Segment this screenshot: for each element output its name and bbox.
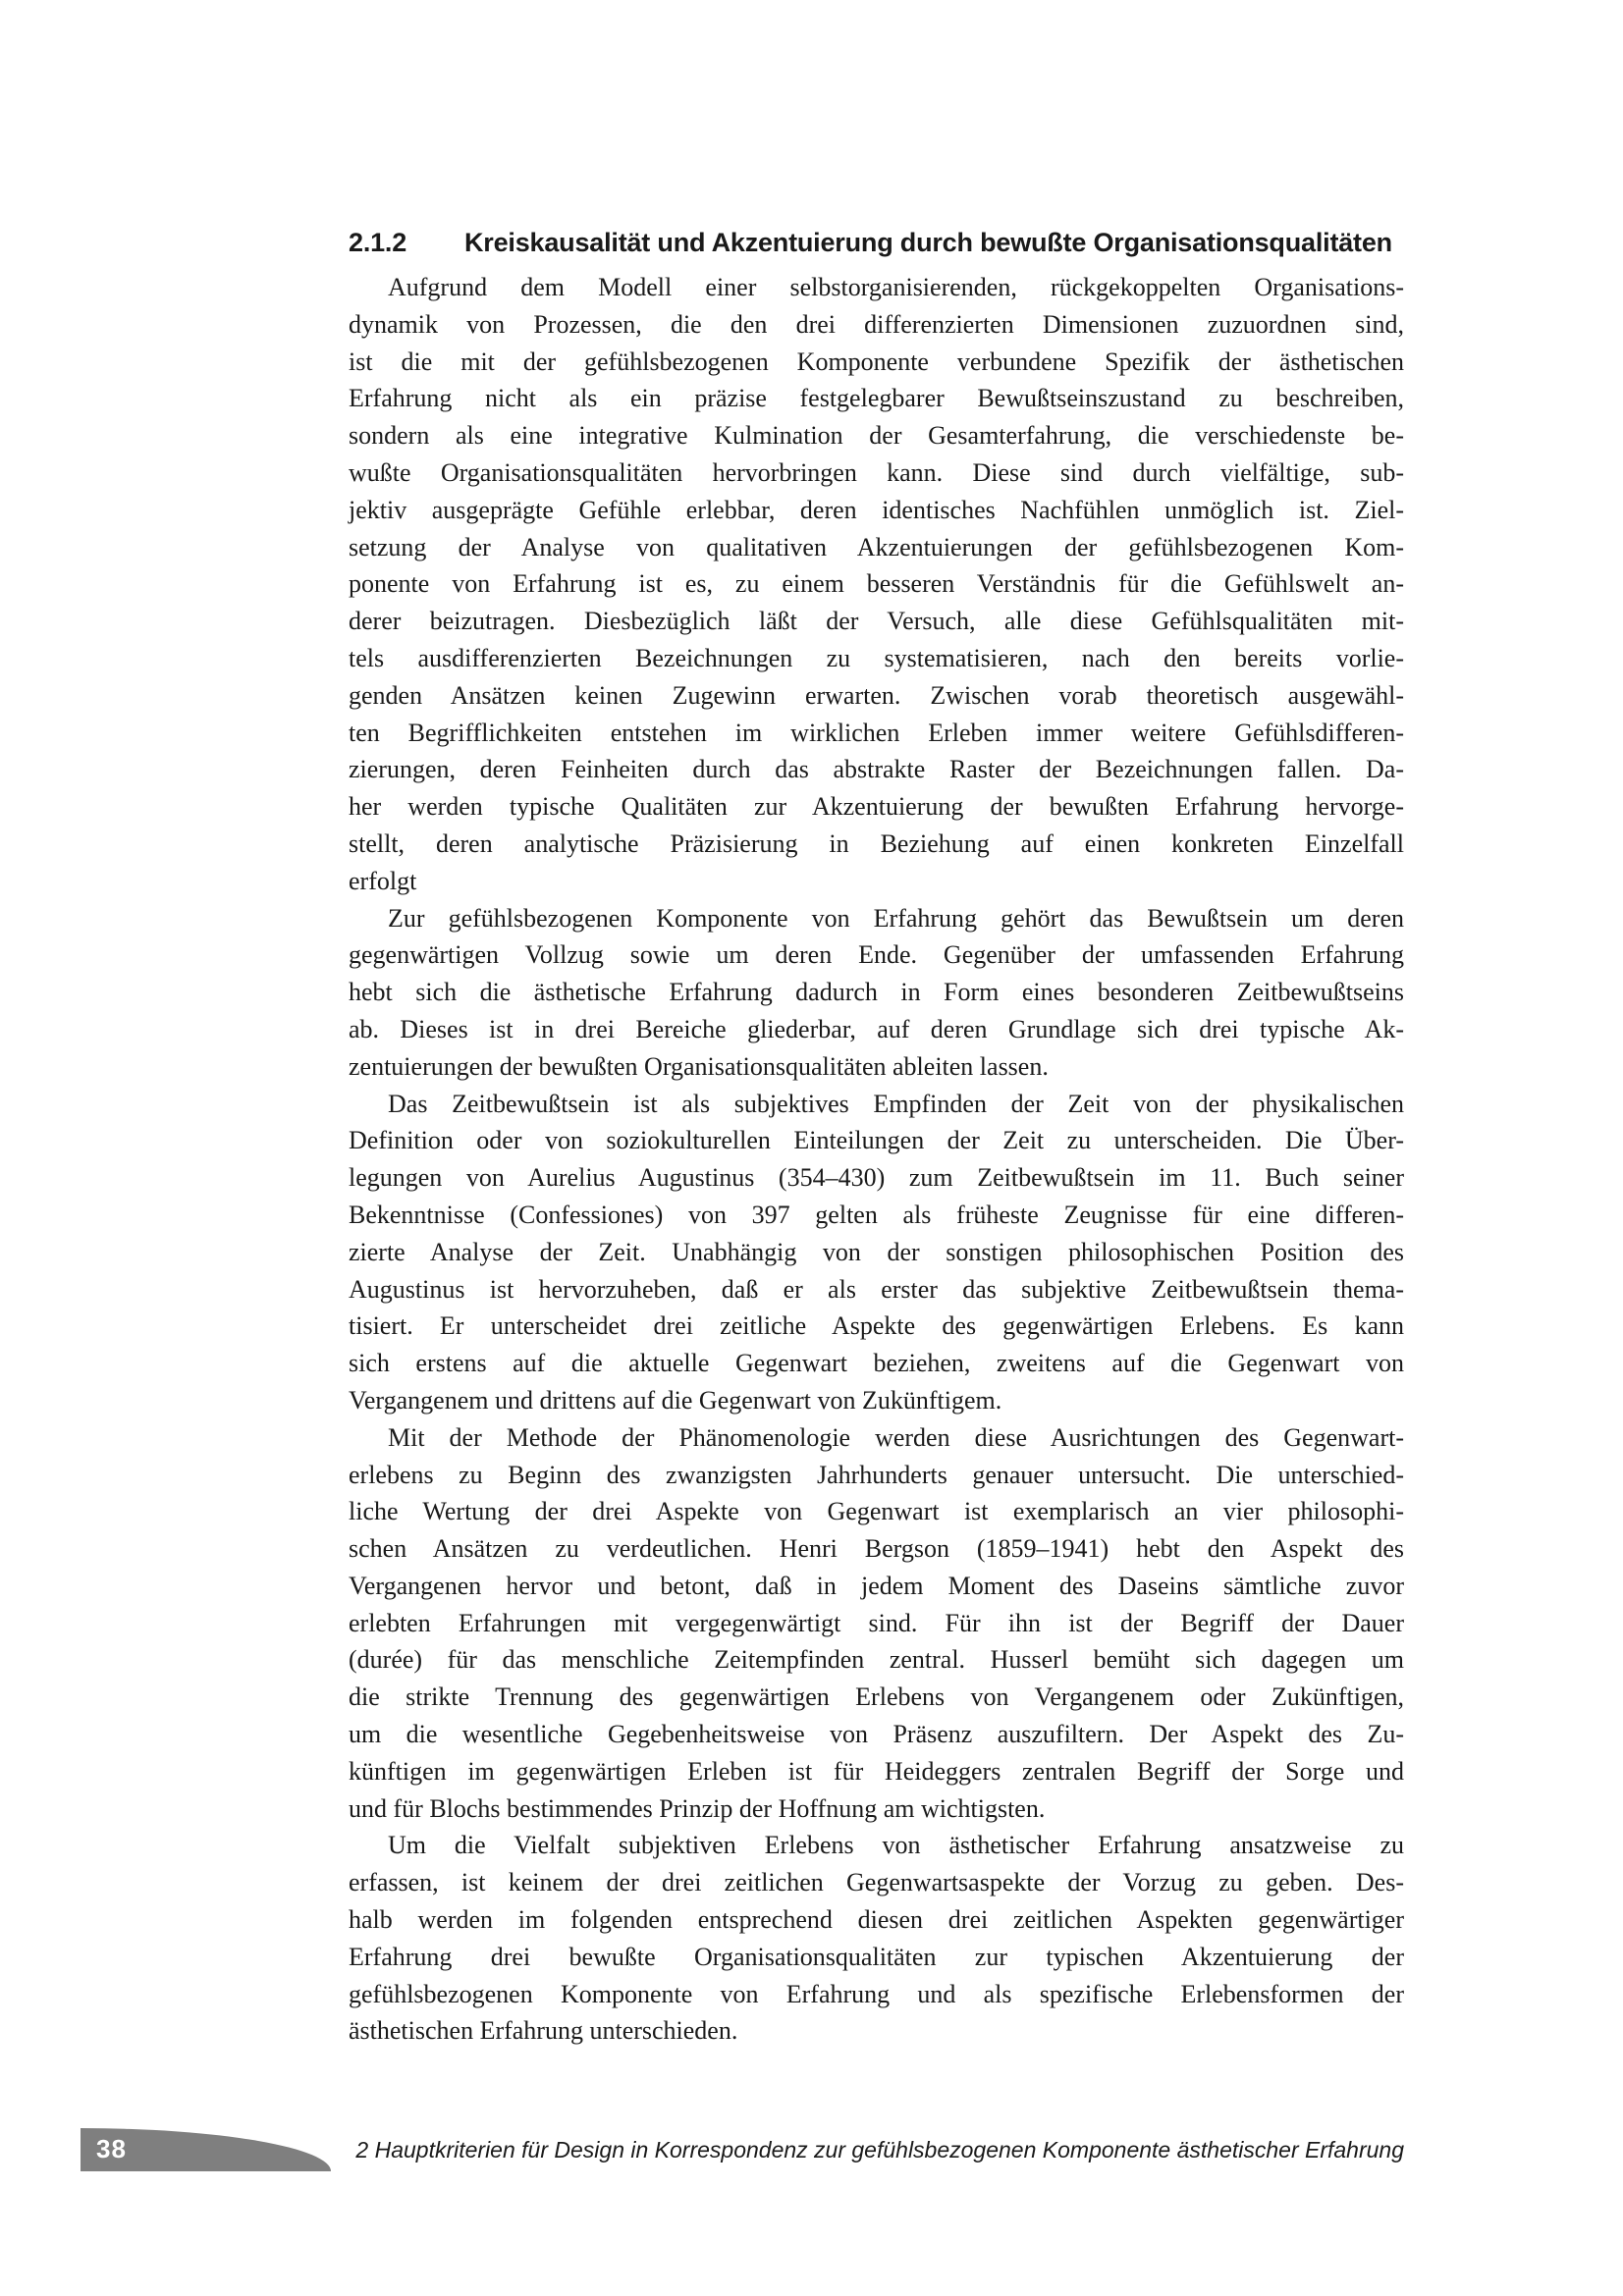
text-line: setzung der Analyse von qualitativen Akzentuierungen der gefühlsbezogenen Kom- xyxy=(349,532,1404,561)
text-line: die strikte Trennung des gegenwärtigen Erlebens von Vergangenem oder Zukünftigen, xyxy=(349,1682,1404,1712)
text-line: sich erstens auf die aktuelle Gegenwart beziehen, zweitens auf die Gegenwart von xyxy=(349,1349,1404,1378)
text-line: ab. Dieses ist in drei Bereiche gliederbar, auf deren Grundlage sich drei typische Ak- xyxy=(349,1014,1404,1043)
text-line: sondern als eine integrative Kulmination der Gesamterfahrung, die verschiedenste be- xyxy=(349,421,1404,451)
text-line: liche Wertung der drei Aspekte von Gegenwart ist exemplarisch an vier philosophi- xyxy=(349,1497,1404,1526)
text-line: erlebten Erfahrungen mit vergegenwärtigt sind. Für ihn ist der Begriff der Dauer xyxy=(349,1608,1404,1637)
text-line: her werden typische Qualitäten zur Akzentuierung der bewußten Erfahrung hervorge- xyxy=(349,792,1404,822)
text-line: Aufgrund dem Modell einer selbstorganisierenden, rückgekoppelten Organisations- xyxy=(388,273,1404,301)
paragraph xyxy=(349,1086,1404,1419)
text-line: zierungen, deren Feinheiten durch das abstrakte Raster der Bezeichnungen fallen. Da- xyxy=(349,755,1404,784)
text-line: erfassen, ist keinem der drei zeitlichen Gegenwartsaspekte der Vorzug zu geben. Des- xyxy=(349,1868,1404,1897)
text-line: zentuierungen der bewußten Organisationsqualitäten ableiten lassen. xyxy=(349,1051,1049,1081)
text-line: derer beizutragen. Diesbezüglich läßt der Versuch, alle diese Gefühlsqualitäten mit- xyxy=(349,607,1404,636)
text-line: Zur gefühlsbezogenen Komponente von Erfahrung gehört das Bewußtsein um deren xyxy=(388,903,1404,933)
text-line: ponente von Erfahrung ist es, zu einem besseren Verständnis für die Gefühlswelt an- xyxy=(349,569,1404,599)
running-footer-title: 2 Hauptkriterien für Design in Korrespondenz zur gefühlsbezogenen Komponente ästhetischer Erfahrung xyxy=(355,2137,1404,2163)
text-line: Vergangenen hervor und betont, daß in jedem Moment des Daseins sämtliche zuvor xyxy=(349,1571,1404,1600)
text-line: gegenwärtigen Vollzug sowie um deren Ende. Gegenüber der umfassenden Erfahrung xyxy=(349,940,1404,970)
text-line: Bekenntnisse (Confessiones) von 397 gelten als früheste Zeugnisse für eine differen- xyxy=(349,1200,1404,1229)
text-line: legungen von Aurelius Augustinus (354–430) zum Zeitbewußtsein im 11. Buch seiner xyxy=(349,1163,1404,1193)
text-line: ten Begrifflichkeiten entstehen im wirklichen Erleben immer weitere Gefühlsdifferen- xyxy=(349,718,1404,747)
text-line: jektiv ausgeprägte Gefühle erlebbar, deren identisches Nachfühlen unmöglich ist. Ziel- xyxy=(349,495,1404,524)
page-number-tab xyxy=(81,2128,331,2171)
body-text xyxy=(349,269,1404,2050)
text-line: Um die Vielfalt subjektiven Erlebens von ästhetischer Erfahrung ansatzweise zu xyxy=(388,1831,1404,1860)
text-line: künftigen im gegenwärtigen Erleben ist für Heideggers zentralen Begriff der Sorge und xyxy=(349,1756,1404,1786)
text-line: halb werden im folgenden entsprechend diesen drei zeitlichen Aspekten gegenwärtiger xyxy=(349,1905,1404,1935)
text-line: wußte Organisationsqualitäten hervorbringen kann. Diese sind durch vielfältige, sub- xyxy=(349,457,1404,487)
section-title: Kreiskausalität und Akzentuierung durch bewußte Organisationsqualitäten xyxy=(464,228,1392,257)
text-line: (durée) für das menschliche Zeitempfinden zentral. Husserl bemüht sich dagegen um xyxy=(349,1645,1404,1675)
page-number: 38 xyxy=(96,2134,127,2163)
text-line: schen Ansätzen zu verdeutlichen. Henri Bergson (1859–1941) hebt den Aspekt des xyxy=(349,1534,1404,1564)
text-line: gefühlsbezogenen Komponente von Erfahrung und als spezifische Erlebensformen der xyxy=(349,1979,1404,2008)
text-line: hebt sich die ästhetische Erfahrung dadurch in Form eines besonderen Zeitbewußtseins xyxy=(349,978,1404,1007)
text-line: Mit der Methode der Phänomenologie werden diese Ausrichtungen des Gegenwart- xyxy=(388,1422,1404,1452)
paragraph xyxy=(349,900,1404,1086)
text-line: erlebens zu Beginn des zwanzigsten Jahrhunderts genauer untersucht. Die unterschied- xyxy=(349,1460,1404,1489)
text-line: erfolgt xyxy=(349,866,417,895)
text-line: Das Zeitbewußtsein ist als subjektives Empfinden der Zeit von der physikalischen xyxy=(388,1089,1404,1118)
paragraph xyxy=(349,1827,1404,2050)
section-heading xyxy=(349,228,1404,258)
text-line: zierte Analyse der Zeit. Unabhängig von der sonstigen philosophischen Position des xyxy=(349,1237,1404,1266)
text-line: Erfahrung drei bewußte Organisationsqualitäten zur typischen Akzentuierung der xyxy=(349,1942,1404,1971)
paragraph xyxy=(349,269,1404,900)
text-line: tels ausdifferenzierten Bezeichnungen zu systematisieren, nach den bereits vorlie- xyxy=(349,643,1404,672)
paragraph xyxy=(349,1419,1404,1828)
text-line: Vergangenem und drittens auf die Gegenwart von Zukünftigem. xyxy=(349,1385,1002,1415)
text-line: und für Blochs bestimmendes Prinzip der Hoffnung am wichtigsten. xyxy=(349,1793,1046,1823)
text-line: tisiert. Er unterscheidet drei zeitliche Aspekte des gegenwärtigen Erlebens. Es kann xyxy=(349,1311,1404,1341)
text-line: Erfahrung nicht als ein präzise festgelegbarer Bewußtseinszustand zu beschreiben, xyxy=(349,384,1404,413)
text-line: Definition oder von soziokulturellen Einteilungen der Zeit zu unterscheiden. Die Über- xyxy=(349,1126,1404,1155)
text-line: Augustinus ist hervorzuheben, daß er als erster das subjektive Zeitbewußtsein thema- xyxy=(349,1274,1404,1304)
text-line: stellt, deren analytische Präzisierung in Beziehung auf einen konkreten Einzelfall xyxy=(349,828,1404,858)
text-line: dynamik von Prozessen, die den drei differenzierten Dimensionen zuzuordnen sind, xyxy=(349,309,1404,339)
text-line: um die wesentliche Gegebenheitsweise von Präsenz auszufiltern. Der Aspekt des Zu- xyxy=(349,1720,1404,1749)
text-line: ist die mit der gefühlsbezogenen Komponente verbundene Spezifik der ästhetischen xyxy=(349,347,1404,376)
section-number: 2.1.2 xyxy=(349,228,407,257)
text-line: genden Ansätzen keinen Zugewinn erwarten. Zwischen vorab theoretisch ausgewähl- xyxy=(349,680,1404,710)
text-line: ästhetischen Erfahrung unterschieden. xyxy=(349,2016,738,2046)
